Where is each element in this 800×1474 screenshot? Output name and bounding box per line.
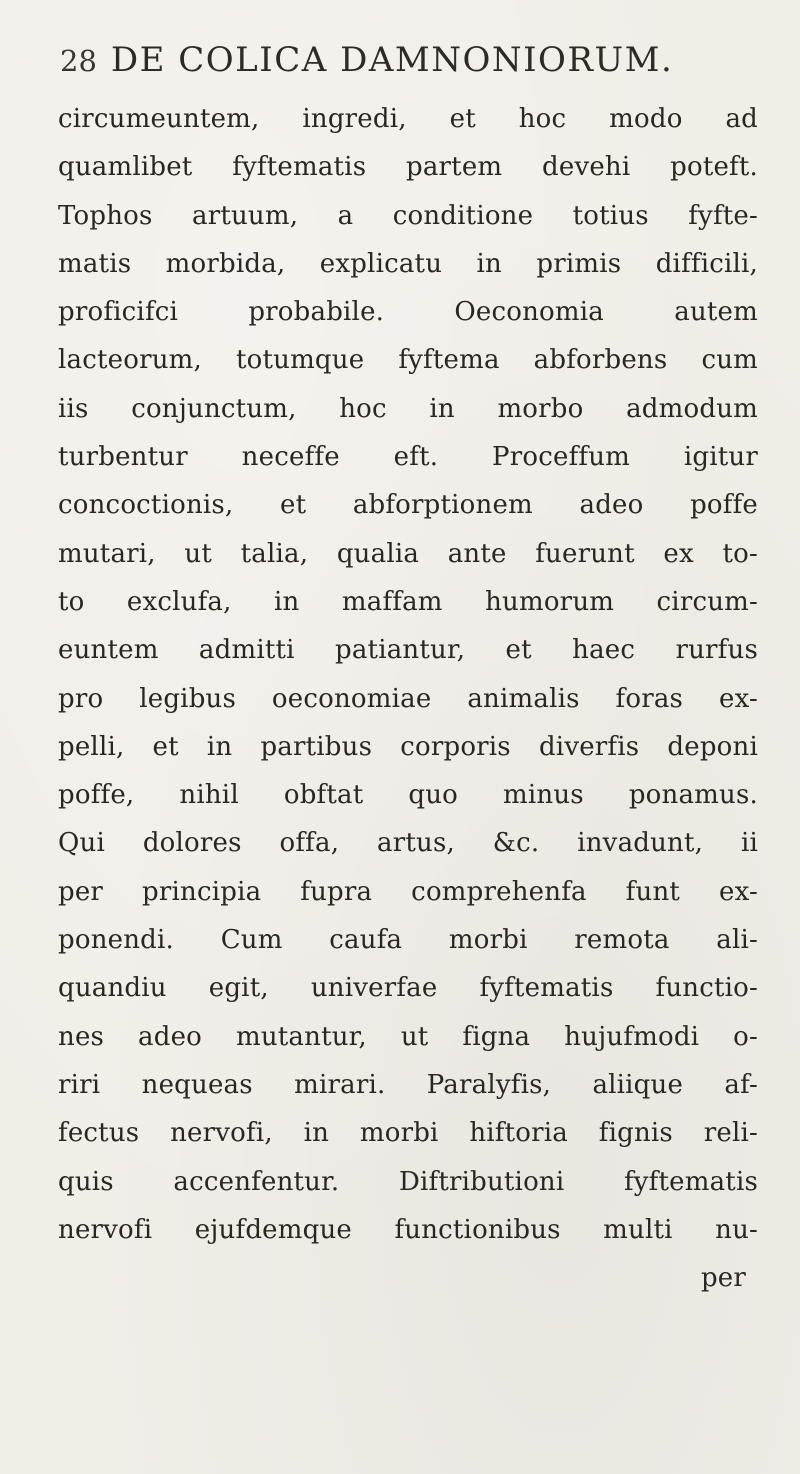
text-line: nervofi ejufdemque functionibus multi nu- <box>58 1214 758 1245</box>
text-line: quandiu egit, univerfae fyftematis functio- <box>58 973 758 1004</box>
text-line: per principia fupra comprehenfa funt ex- <box>58 876 758 907</box>
page-number: 28 <box>60 44 97 78</box>
text-line: Qui dolores offa, artus, &c. invadunt, ii <box>58 828 758 859</box>
text-line: poffe, nihil obftat quo minus ponamus. <box>58 780 758 811</box>
body-text <box>58 95 758 1302</box>
text-line: Tophos artuum, a conditione totius fyfte- <box>58 200 758 231</box>
text-line: ponendi. Cum caufa morbi remota ali- <box>58 925 758 956</box>
text-line: concoctionis, et abforptionem adeo poffe <box>58 490 758 521</box>
text-line: pelli, et in partibus corporis diverfis deponi <box>58 731 758 762</box>
running-title: DE COLICA DAMNONIORUM. <box>110 40 674 80</box>
running-head <box>60 40 760 84</box>
text-line: riri nequeas mirari. Paralyfis, aliique af- <box>58 1069 758 1100</box>
text-line: matis morbida, explicatu in primis difficili, <box>58 248 758 279</box>
text-line: pro legibus oeconomiae animalis foras ex- <box>58 683 758 714</box>
text-line: quis accenfentur. Diftributioni fyftematis <box>58 1166 758 1197</box>
text-line: lacteorum, totumque fyftema abforbens cum <box>58 345 758 376</box>
text-line: turbentur neceffe eft. Proceffum igitur <box>58 442 758 473</box>
text-line: to exclufa, in maffam humorum circum- <box>58 586 758 617</box>
catchword: per <box>700 1263 746 1294</box>
text-line: euntem admitti patiantur, et haec rurfus <box>58 635 758 666</box>
text-line: mutari, ut talia, qualia ante fuerunt ex to- <box>58 538 758 569</box>
text-line: fectus nervofi, in morbi hiftoria fignis reli- <box>58 1118 758 1149</box>
text-line: quamlibet fyftematis partem devehi poteft. <box>58 152 758 183</box>
text-line: proficifci probabile. Oeconomia autem <box>58 297 758 328</box>
text-line: iis conjunctum, hoc in morbo admodum <box>58 393 758 424</box>
text-line: circumeuntem, ingredi, et hoc modo ad <box>58 104 758 134</box>
text-line: nes adeo mutantur, ut figna hujufmodi o- <box>58 1021 758 1052</box>
